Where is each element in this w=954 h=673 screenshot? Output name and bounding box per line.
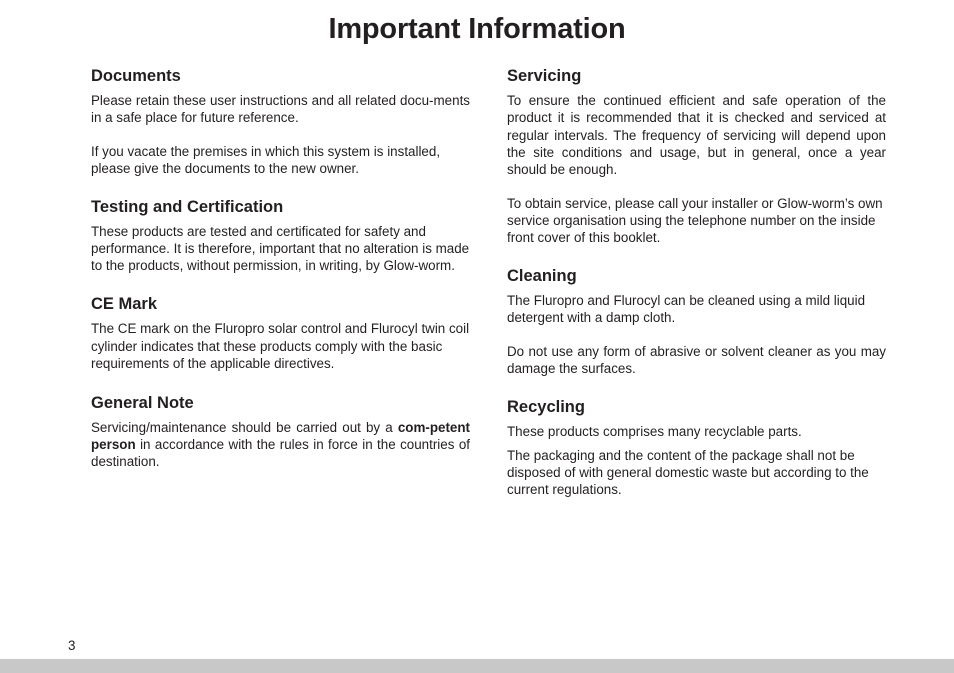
cleaning-paragraph-2: Do not use any form of abrasive or solvent cleaner as you may damage the surfaces. <box>507 344 886 377</box>
cleaning-heading: Cleaning <box>507 267 577 286</box>
general-note-heading: General Note <box>91 393 194 412</box>
section-testing-certification <box>91 197 470 274</box>
servicing-heading: Servicing <box>507 67 582 85</box>
recycling-heading: Recycling <box>507 398 585 417</box>
competent-person-emphasis: com-petent person <box>91 419 470 452</box>
left-column <box>91 66 470 490</box>
recycling-paragraph-1: These products comprises many recyclable parts. <box>507 424 802 440</box>
page-title: Important Information <box>328 13 626 45</box>
section-cleaning <box>507 266 886 377</box>
general-note-text-end: in accordance with the rules in force in the countries of destination. <box>91 436 470 469</box>
section-recycling <box>507 397 886 498</box>
general-note-paragraph <box>91 419 470 470</box>
section-general-note <box>91 393 470 470</box>
testing-paragraph: These products are tested and certificated for safety and performance. It is therefore, important that no alteration is made to the products, without permission, in writing, by Glow-worm. <box>91 224 470 273</box>
documents-heading: Documents <box>91 67 181 85</box>
servicing-paragraph-1: To ensure the continued efficient and safe operation of the product it is recommended that it is checked and serviced at regular intervals. The frequency of servicing will depend upon the site conditions and usage, but in general, once a year should be enough. <box>507 93 886 178</box>
documents-paragraph-2: If you vacate the premises in which this system is installed, please give the documents to the new owner. <box>91 144 441 176</box>
testing-heading: Testing and Certification <box>91 198 284 216</box>
recycling-paragraph-2: The packaging and the content of the package shall not be disposed of with general domestic waste but according to the current regulations. <box>507 448 869 498</box>
documents-paragraph-1: Please retain these user instructions and all related docu-ments in a safe place for future reference. <box>91 93 470 125</box>
section-ce-mark <box>91 294 470 373</box>
section-documents <box>91 66 470 177</box>
general-note-text-start: Servicing/maintenance should be carried out by a <box>91 419 398 435</box>
footer-bar <box>0 659 954 673</box>
cleaning-paragraph-1: The Fluropro and Flurocyl can be cleaned using a mild liquid detergent with a damp cloth. <box>507 293 866 326</box>
ce-mark-heading: CE Mark <box>91 295 158 313</box>
servicing-paragraph-2: To obtain service, please call your installer or Glow-worm’s own service organisation using the telephone number on the inside front cover of this booklet. <box>507 196 883 246</box>
right-column <box>507 66 886 518</box>
section-servicing <box>507 66 886 246</box>
ce-mark-paragraph: The CE mark on the Fluropro solar control and Flurocyl twin coil cylinder indicates that these products comply with the basic requirements of the applicable directives. <box>91 321 470 371</box>
page-number: 3 <box>68 638 76 653</box>
